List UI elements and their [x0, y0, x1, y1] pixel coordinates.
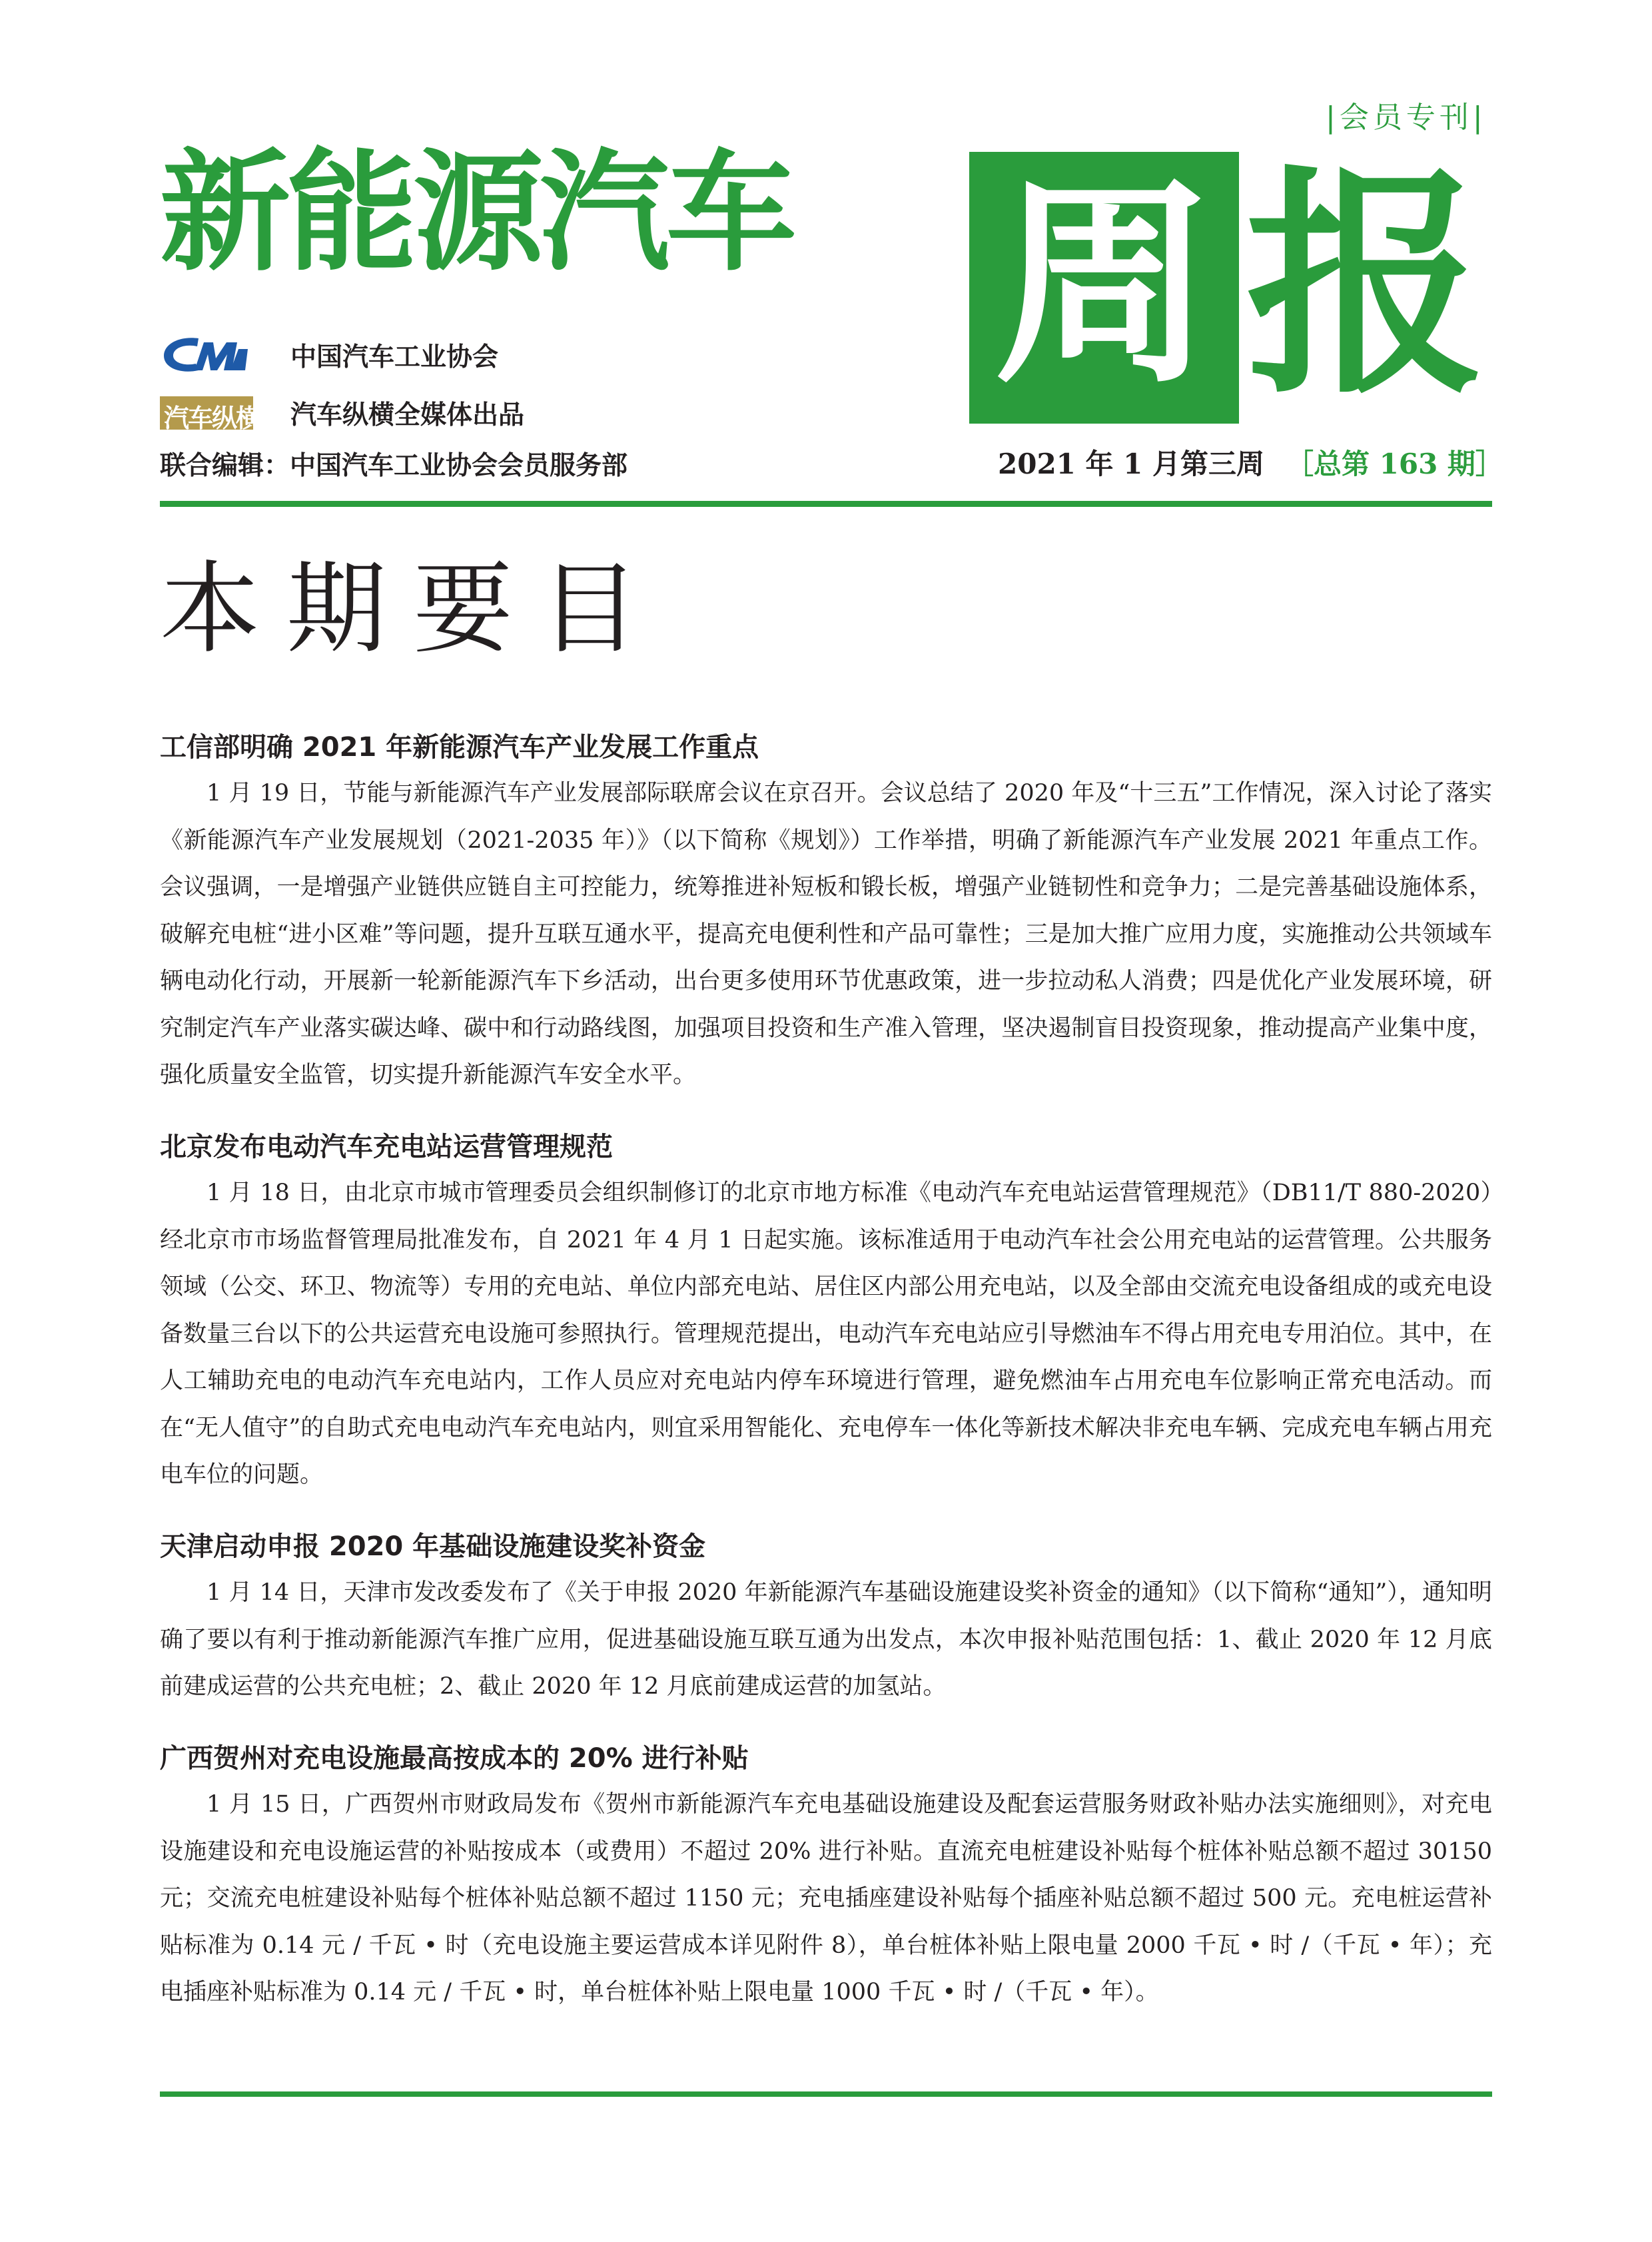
org-row-caam [160, 333, 498, 377]
article-body: 1 月 14 日，天津市发改委发布了《关于申报 2020 年新能源汽车基础设施建设奖补资金的通知》（以下简称“通知”），通知明确了要以有利于推动新能源汽车推广应用，促进基础设施互联互通为出发点，本次申报补贴范围包括：1、截止 2020 年 12 月底前建成运营的公共充电桩；2、截止 2020 年 12 月底前建成运营的加氢站。 [160, 1579, 1492, 1700]
header-divider [160, 501, 1492, 507]
article-title: 广西贺州对充电设施最高按成本的 20% 进行补贴 [160, 1743, 749, 1774]
org-row-autoreview [160, 394, 524, 432]
masthead-weekly-box [969, 152, 1239, 424]
article [160, 1738, 1492, 2016]
masthead-weekly-bao: 报 [1246, 147, 1485, 426]
member-edition-tag: |会员专刊| [1326, 101, 1487, 135]
caam-logo [160, 333, 253, 377]
article [160, 727, 1492, 1099]
masthead-weekly-zhou: 周 [994, 157, 1214, 413]
toc-title: 本期要目 [160, 552, 667, 667]
footer-divider [160, 2091, 1492, 2097]
article-title: 北京发布电动汽车充电站运营管理规范 [160, 1132, 613, 1162]
issue-date: 2021 年 1 月第三周 [998, 448, 1264, 480]
article [160, 1527, 1492, 1710]
article-body: 1 月 15 日，广西贺州市财政局发布《贺州市新能源汽车充电基础设施建设及配套运营服务财政补贴办法实施细则》，对充电设施建设和充电设施运营的补贴按成本（或费用）不超过 20% 进行补贴。直流充电桩建设补贴每个桩体补贴总额不超过 30150 元；交流充电桩建设补贴每个桩体补贴总额不超过 1150 元；充电插座建设补贴每个插座补贴总额不超过 500 元。充电桩运营补贴标准为 0.14 元 / 千瓦 • 时（充电设施主要运营成本详见附件 8），单台桩体补贴上限电量 2000 千瓦 • 时 /（千瓦 • 年）；充电插座补贴标准为 0.14 元 / 千瓦 • 时，单台桩体补贴上限电量 1000 千瓦 • 时 /（千瓦 • 年）。 [160, 1791, 1492, 2006]
article-body: 1 月 18 日，由北京市城市管理委员会组织制修订的北京市地方标准《电动汽车充电站运营管理规范》（DB11/T 880-2020）经北京市市场监督管理局批准发布，自 2021 年 4 月 1 日起实施。该标准适用于电动汽车社会公用充电站的运营管理。公共服务领域（公交、环卫、物流等）专用的充电站、单位内部充电站、居住区内部公用充电站，以及全部由交流充电设备组成的或充电设备数量三台以下的公共运营充电设施可参照执行。管理规范提出，电动汽车充电站应引导燃油车不得占用充电专用泊位。其中，在人工辅助充电的电动汽车充电站内，工作人员应对充电站内停车环境进行管理，避免燃油车占用充电车位影响正常充电活动。而在“无人值守”的自助式充电电动汽车充电站内，则宜采用智能化、充电停车一体化等新技术解决非充电车辆、完成充电车辆占用充电车位的问题。 [160, 1180, 1492, 1488]
issue-total-number: ［总第 163 期］ [1286, 448, 1503, 480]
joint-editors: 联合编辑：中国汽车工业协会会员服务部 [160, 451, 628, 481]
article [160, 1127, 1492, 1499]
article-title: 天津启动申报 2020 年基础设施建设奖补资金 [160, 1531, 706, 1562]
article-body: 1 月 19 日，节能与新能源汽车产业发展部际联席会议在京召开。会议总结了 2020 年及“十三五”工作情况，深入讨论了落实《新能源汽车产业发展规划（2021-2035 年）》（以下简称《规划》）工作举措，明确了新能源汽车产业发展 2021 年重点工作。会议强调，一是增强产业链供应链自主可控能力，统筹推进补短板和锻长板，增强产业链韧性和竞争力；二是完善基础设施体系，破解充电桩“进小区难”等问题，提升互联互通水平，提高充电便利性和产品可靠性；三是加大推广应用力度，实施推动公共领域车辆电动化行动，开展新一轮新能源汽车下乡活动，出台更多使用环节优惠政策，进一步拉动私人消费；四是优化产业发展环境，研究制定汽车产业落实碳达峰、碳中和行动路线图，加强项目投资和生产准入管理，坚决遏制盲目投资现象，推动提高产业集中度，强化质量安全监管，切实提升新能源汽车安全水平。 [160, 780, 1492, 1088]
org-caam: 中国汽车工业协会 [290, 342, 499, 372]
autoreview-logo: 汽车纵横 [160, 396, 253, 430]
article-title: 工信部明确 2021 年新能源汽车产业发展工作重点 [160, 732, 759, 763]
org-autoreview: 汽车纵横全媒体出品 [290, 400, 525, 430]
masthead-title: 新能源汽车 [160, 137, 793, 289]
